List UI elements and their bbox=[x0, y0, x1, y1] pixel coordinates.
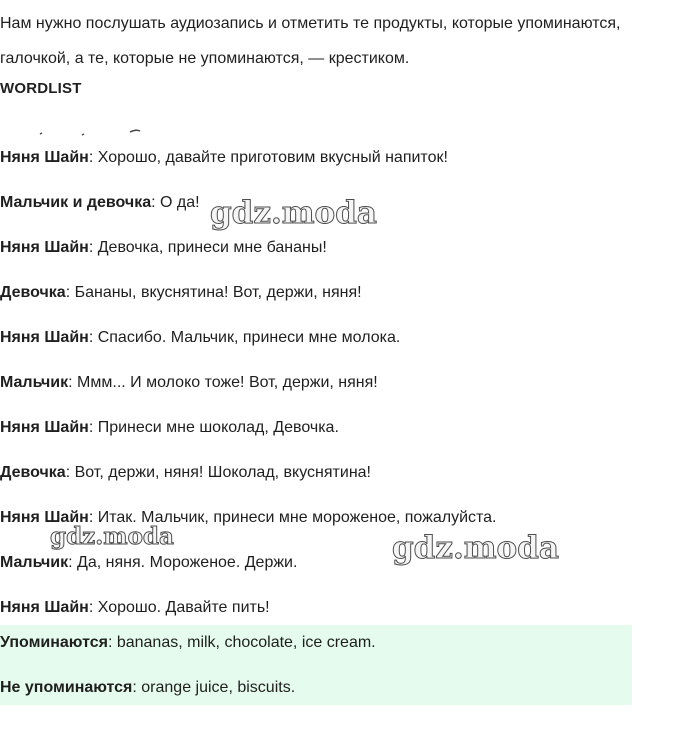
dialogue-line bbox=[0, 328, 400, 348]
task-description: Нам нужно послушать аудиозапись и отметить те продукты, которые упоминаются, галочкой, а те, которые не упоминаются, — крестиком. bbox=[0, 15, 621, 67]
wordlist-heading: WORDLIST bbox=[0, 80, 82, 97]
dialogue-line bbox=[0, 238, 327, 258]
dialogue-line bbox=[0, 598, 270, 618]
dialogue-line bbox=[0, 553, 297, 573]
dialogue-line bbox=[0, 418, 339, 438]
speaker-name: Няня Шайн bbox=[0, 329, 89, 346]
speaker-name: Няня Шайн bbox=[0, 419, 89, 436]
answer-text: : bananas, milk, chocolate, ice cream. bbox=[107, 634, 376, 651]
answer-label: Упоминаются bbox=[0, 634, 108, 651]
dialogue-text: : Итак. Мальчик, принеси мне мороженое, пожалуйста. bbox=[88, 509, 497, 526]
speaker-name: Мальчик и девочка bbox=[0, 194, 152, 211]
speaker-name: Няня Шайн bbox=[0, 509, 89, 526]
speaker-name: Девочка bbox=[0, 464, 66, 481]
dialogue-text: : Бананы, вкуснятина! Вот, держи, няня! bbox=[65, 284, 362, 301]
watermark: gdz.moda bbox=[210, 195, 377, 231]
speaker-name: Мальчик bbox=[0, 374, 69, 391]
answer-line-not-mentioned bbox=[0, 678, 295, 698]
dialogue-text: : Хорошо, давайте приготовим вкусный напиток! bbox=[88, 149, 448, 166]
dialogue-text: : Ммм... И молоко тоже! Вот, держи, няня! bbox=[68, 374, 378, 391]
dialogue-text: : Девочка, принеси мне бананы! bbox=[88, 239, 327, 256]
dialogue-text: : Принеси мне шоколад, Девочка. bbox=[88, 419, 339, 436]
dialogue-line bbox=[0, 463, 371, 483]
watermark: gdz.moda bbox=[50, 523, 174, 550]
dialogue-text: : Спасибо. Мальчик, принеси мне молока. bbox=[88, 329, 401, 346]
speaker-name: Мальчик bbox=[0, 554, 69, 571]
answer-label: Не упоминаются bbox=[0, 679, 133, 696]
answer-text: : orange juice, biscuits. bbox=[132, 679, 296, 696]
dialogue-line bbox=[0, 148, 448, 168]
dialogue-line bbox=[0, 283, 362, 303]
speaker-name: Няня Шайн bbox=[0, 149, 89, 166]
dialogue-text: : О да! bbox=[151, 194, 200, 211]
speaker-name: Няня Шайн bbox=[0, 239, 89, 256]
dialogue-line bbox=[0, 373, 378, 393]
speaker-name: Няня Шайн bbox=[0, 599, 89, 616]
dialogue-text: : Вот, держи, няня! Шоколад, вкуснятина! bbox=[65, 464, 371, 481]
speaker-name: Девочка bbox=[0, 284, 66, 301]
dialogue-line bbox=[0, 193, 200, 213]
watermark: gdz.moda bbox=[392, 530, 559, 566]
dialogue-text: : Хорошо. Давайте пить! bbox=[88, 599, 270, 616]
answer-line-mentioned bbox=[0, 633, 376, 653]
dialogue-text: : Да, няня. Мороженое. Держи. bbox=[68, 554, 298, 571]
scribble-mark bbox=[20, 128, 150, 138]
